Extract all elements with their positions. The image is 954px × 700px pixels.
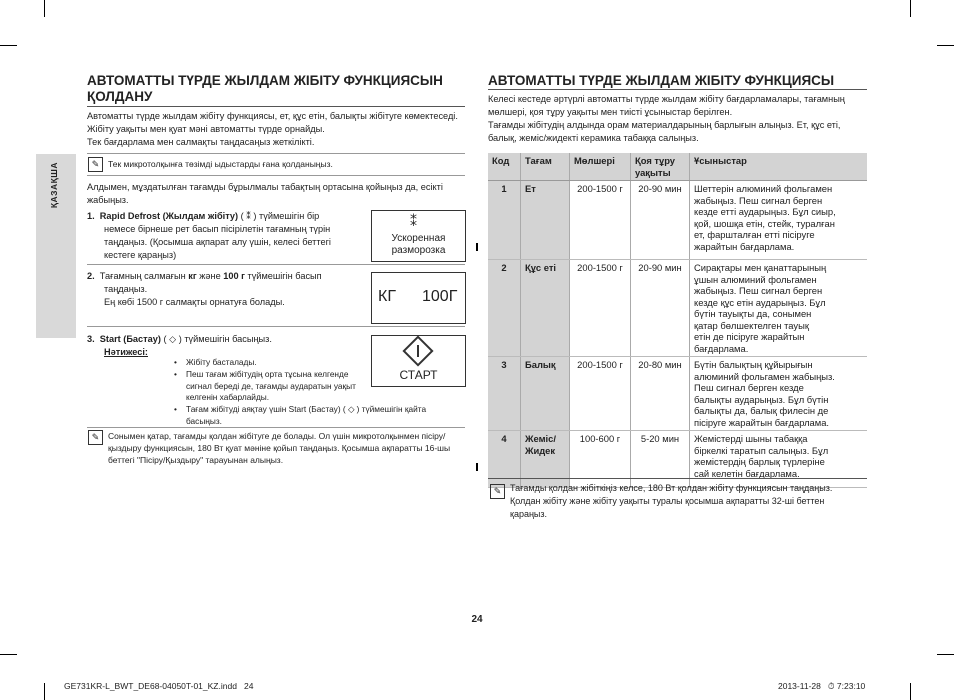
crop-mark <box>937 654 954 655</box>
left-intro-line: Тек бағдарлама мен салмақты таңдасаңыз жеткілікті. <box>87 137 315 147</box>
display-100g: 100Г <box>422 288 458 305</box>
left-heading-rule <box>87 106 465 107</box>
row-amount: 200-1500 г <box>570 181 631 260</box>
crop-mark <box>910 0 911 17</box>
row-tips <box>690 181 868 260</box>
crop-mark <box>0 654 17 655</box>
right-intro <box>488 93 868 145</box>
step-2-text: Тағамның салмағын <box>99 271 189 281</box>
left-heading <box>87 73 467 105</box>
note-2-line: Сонымен қатар, тағамды қолдан жібітуге де болады. Ол үшін микротолқынмен пісіру/ <box>108 431 446 441</box>
step-1-text: немесе бірнеше рет басып пісірілетін тағамның түрін <box>104 224 331 234</box>
row-tips <box>690 357 868 431</box>
header-food: Тағам <box>521 153 570 181</box>
row-time: 5-20 мин <box>631 431 690 488</box>
rapid-defrost-display <box>371 210 466 262</box>
step-2-text: және <box>196 271 224 281</box>
tip-line: етін де пісіруге жарайтын <box>694 331 805 342</box>
row-code: 1 <box>488 181 521 260</box>
crop-mark <box>476 463 478 471</box>
tip-line: Шеттерін алюминий фольгамен <box>694 183 833 194</box>
tip-line: пісіруге жарайтын бағдарлама. <box>694 416 830 428</box>
tip-line: балықты да, балық филесін де <box>694 405 829 416</box>
right-heading: АВТОМАТТЫ ТҮРДЕ ЖЫЛДАМ ЖІБІТУ ФУНКЦИЯСЫ <box>488 73 835 88</box>
left-intro-line: Автоматты түрде жылдам жібіту функциясы, ет, құс етін, балықты жібітуге көмектеседі. <box>87 111 458 121</box>
step-1 <box>87 210 367 262</box>
tip-line: бүтін тауықты да, сонымен <box>694 308 812 319</box>
display-kg: КГ <box>378 288 396 305</box>
row-code: 4 <box>488 431 521 488</box>
note-icon: ✎ <box>88 430 103 445</box>
tip-line: қатар бөлшектелген тауық <box>694 319 809 331</box>
row-code: 2 <box>488 260 521 357</box>
crop-mark <box>937 45 954 46</box>
divider <box>87 153 465 154</box>
result-bullet-text: сигнал береді де, тағамды аударатын уақыт <box>186 380 356 391</box>
note-2-line: қыздыру функциясын, 180 Вт қуат мәніне қойып таңдаңыз. Қосымша ақпаратты 16-шы <box>108 443 451 453</box>
step-2 <box>87 270 367 309</box>
row-amount: 200-1500 г <box>570 357 631 431</box>
display-text: Ускоренная <box>391 233 446 244</box>
header-standing-time: Қоя тұру уақыты <box>631 153 690 181</box>
tip-line: Сирақтары мен қанаттарының <box>694 262 827 273</box>
note-text: Тек микротолқынға төзімді ыдыстарды ғана қолданыңыз. <box>108 159 333 169</box>
step-1-text: таңдаңыз. (Қосымша ақпарат алу үшін, келесі беттегі <box>104 237 331 247</box>
footer-date: 2013-11-28 ⏱ 7:23:10 <box>778 681 866 691</box>
result-bullet-text: • Пеш тағам жібітудің орта тұсына келгенде <box>186 369 349 379</box>
tip-line: жабыңыз. Пеш сигнал берген <box>694 285 823 296</box>
header-tips: Ұсыныстар <box>690 153 868 181</box>
tip-line: жарайтын бағдарлама. <box>694 240 795 252</box>
result-bullet <box>186 404 466 427</box>
row-food: Ет <box>521 181 570 260</box>
result-bullet <box>186 357 257 369</box>
right-heading-rule <box>488 89 867 90</box>
left-intro <box>87 110 467 149</box>
tip-line: кезде құс етін аударыңыз. Бұл <box>694 296 826 308</box>
result-bullet-text: Жібіту басталады. <box>186 357 257 367</box>
step-1-text: кестеге қараңыз) <box>104 250 177 260</box>
right-note-line: Қолдан жібіту және жібіту уақыты туралы қосымша ақпаратты 32-ші беттен <box>510 496 825 506</box>
right-intro-line: балық, жеміс/жидекті керамика табаққа салыңыз. <box>488 133 699 143</box>
tip-line: сай келетін бағдарлама. <box>694 467 800 479</box>
start-icon-mark <box>417 345 419 357</box>
step-2-text: таңдаңыз. <box>104 284 148 294</box>
tip-line: ұшын алюминий фольгамен <box>694 273 817 285</box>
row-time: 20-80 мин <box>631 357 690 431</box>
pre-steps-line: Алдымен, мұздатылған тағамды бұрылмалы табақтың ортасына қойыңыз да, есікті <box>87 182 443 192</box>
row-time: 20-90 мин <box>631 260 690 357</box>
step-2-text: Ең көбі 1500 г салмақты орнатуға болады. <box>104 297 285 307</box>
row-time: 20-90 мин <box>631 181 690 260</box>
tip-line: кезде етті аударыңыз. Бұл сиыр, <box>694 206 836 217</box>
table-bottom-rule <box>488 478 867 479</box>
crop-mark <box>910 683 911 700</box>
display-text: разморозка <box>391 245 446 256</box>
footer-file: GE731KR-L_BWT_DE68-04050T-01_KZ.indd 24 <box>64 681 254 691</box>
row-amount: 100-600 г <box>570 431 631 488</box>
divider <box>87 326 465 327</box>
row-amount: 200-1500 г <box>570 260 631 357</box>
row-food: Жеміс/ Жидек <box>521 431 570 488</box>
step-2-text: түймешігін басып <box>244 271 322 281</box>
note-icon: ✎ <box>88 157 103 172</box>
note-2 <box>108 430 468 466</box>
note-2-line: беттегі "Пісіру/Қыздыру" тарауынан алыңыз. <box>108 455 284 465</box>
tip-line: бағдарлама. <box>694 342 749 354</box>
table-row <box>488 181 867 260</box>
right-intro-line: мөлшері, қоя тұру уақыты мен тиісті ұсыныстар берілген. <box>488 107 733 117</box>
table-row <box>488 357 867 431</box>
tip-line: жемістердің барлық түрлеріне <box>694 456 825 467</box>
tip-line: Жемістерді шыны табаққа <box>694 433 808 444</box>
left-intro-line: Жібіту уақыты мен қуат мәні автоматты түрде орнайды. <box>87 124 325 134</box>
right-note-line: қараңыз. <box>510 509 548 519</box>
note-icon: ✎ <box>490 484 505 499</box>
tip-line: алюминий фольгамен жабыңыз. <box>694 370 835 382</box>
result-bullet-text: басыңыз. <box>186 415 222 426</box>
step-1-button-name: Rapid Defrost (Жылдам жібіту) <box>99 211 239 221</box>
tip-line: Бүтін балықтың құйырығын <box>694 359 813 370</box>
divider <box>87 264 465 265</box>
result-bullet-text: • Тағам жібітуді аяқтау үшін Start (Бастау) ( ◇ ) түймешігін қайта <box>186 404 427 414</box>
right-intro-line: Келесі кестеде әртүрлі автоматты түрде жылдам жібіту бағдарламалары, тағамның <box>488 94 845 104</box>
step-number: 1. <box>87 211 95 221</box>
step-2-button-kg: кг <box>188 271 197 281</box>
page-number: 24 <box>471 614 483 625</box>
step-3-button-name: Start (Бастау) <box>99 334 161 344</box>
left-heading-text: АВТОМАТТЫ ТҮРДЕ ЖЫЛДАМ ЖІБІТУ ФУНКЦИЯСЫН ҚОЛДАНУ <box>87 73 443 104</box>
tip-line: біркелкі таратып салыңыз. Бұл <box>694 444 829 456</box>
crop-mark <box>476 243 478 251</box>
tip-line: жабыңыз. Пеш сигнал берген <box>694 194 823 206</box>
step-number: 3. <box>87 334 95 344</box>
row-food: Құс еті <box>521 260 570 357</box>
result-label: Нәтижесі: <box>104 347 148 357</box>
defrost-icon: ⁑ <box>410 213 417 229</box>
row-code: 3 <box>488 357 521 431</box>
divider <box>87 427 465 428</box>
result-bullet-text: келгенін хабарлайды. <box>186 392 270 402</box>
result-bullet <box>186 369 386 404</box>
display-text: СТАРТ <box>399 368 438 382</box>
crop-mark <box>44 683 45 700</box>
row-tips <box>690 260 868 357</box>
weight-display <box>371 272 466 324</box>
step-number: 2. <box>87 271 95 281</box>
step-3-text: ( ◇ ) түймешігін басыңыз. <box>160 334 272 344</box>
header-code: Код <box>488 153 521 181</box>
header-amount: Мөлшері <box>570 153 631 181</box>
language-tab <box>36 154 76 338</box>
tip-line: Пеш сигнал берген кезде <box>694 382 804 393</box>
table-row <box>488 260 867 357</box>
crop-mark <box>0 45 17 46</box>
row-food: Балық <box>521 357 570 431</box>
divider <box>87 175 465 176</box>
defrost-table <box>488 153 867 488</box>
step-2-button-100g: 100 г <box>223 271 245 281</box>
step-3 <box>87 333 367 359</box>
table-header-row <box>488 153 867 181</box>
right-intro-line: Тағамды жібітудің алдында орам материалдарының барлығын алыңыз. Ет, құс еті, <box>488 120 841 130</box>
right-note-line: Тағамды қолдан жібіткіңіз келсе, 180 Вт қолдан жібіту функциясын таңдаңыз. <box>510 483 833 493</box>
right-note <box>510 482 870 521</box>
language-tab-label: ҚАЗАҚША <box>49 162 59 209</box>
pre-steps-line: жабыңыз. <box>87 195 129 205</box>
tip-line: қой, шошқа етін, стейк, туралған <box>694 217 835 229</box>
crop-mark <box>44 0 45 17</box>
pre-steps-text <box>87 181 467 207</box>
tip-line: балықты аударыңыз. Бұл бүтін <box>694 393 829 405</box>
tip-line: ет, фаршталған етті пісіруге <box>694 229 815 240</box>
step-1-text: ( ⁑ ) түймешігін бір <box>238 211 320 221</box>
